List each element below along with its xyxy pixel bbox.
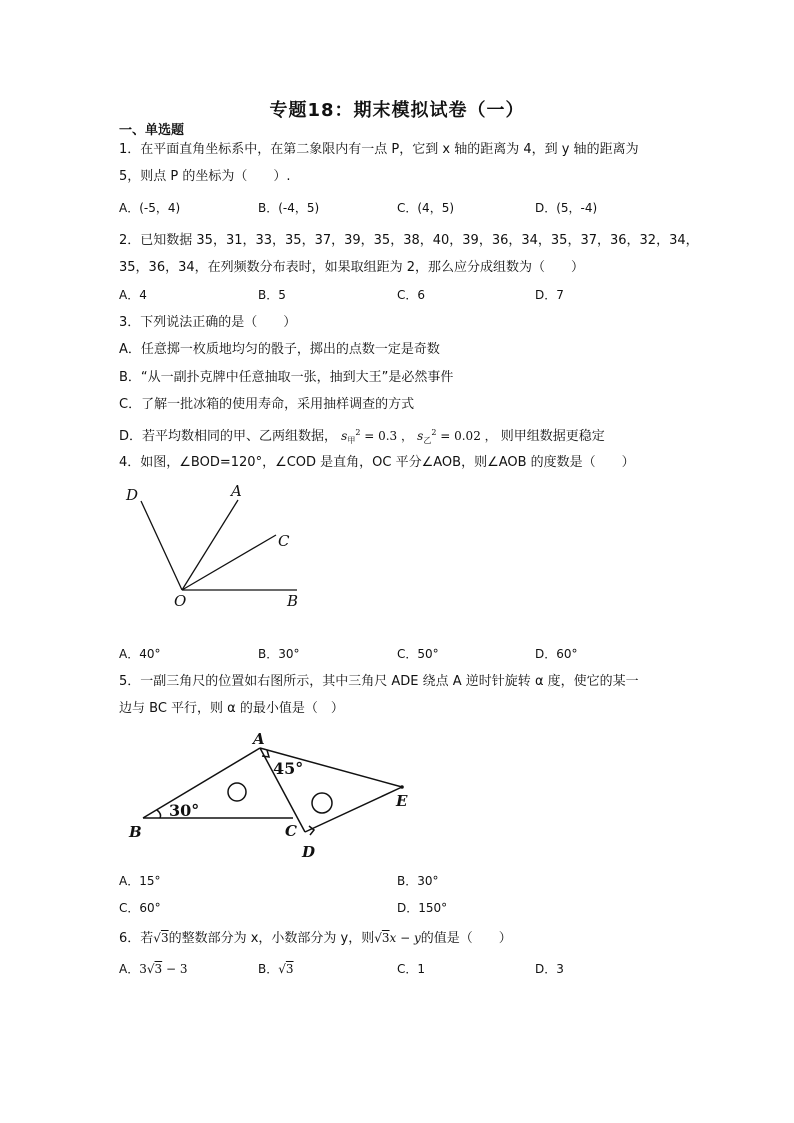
q2-option-a: A．4 — [119, 288, 147, 302]
q4-label-c: C — [278, 532, 290, 550]
q6-expression: √3x − y — [374, 931, 421, 945]
q3-option-a: A．任意掷一枚质地均匀的骰子，掷出的点数一定是奇数 — [119, 342, 440, 357]
q4-option-c: C．50° — [397, 647, 439, 661]
q3-stem: 3．下列说法正确的是（ ） — [119, 315, 297, 330]
q3-option-b: B．“从一副扑克牌中任意抽取一张，抽到大王”是必然事件 — [119, 370, 454, 385]
q5-angle-30: 30° — [169, 801, 200, 820]
q6-option-c: C．1 — [397, 962, 426, 976]
q5-label-c: C — [285, 822, 297, 840]
q3-option-c: C．了解一批冰箱的使用寿命，采用抽样调查的方式 — [119, 397, 415, 412]
q5-side-ba — [143, 748, 260, 818]
q3-variance-jia: $s_甲^2 = 0.3$ ， — [341, 428, 414, 445]
page-title: 专题18：期末模拟试卷（一） — [269, 100, 525, 121]
q1-option-a: A．(-5，4) — [119, 201, 181, 215]
q2-stem-line1: 2．已知数据 35，31，33，35，37，39，35，38，40，39，36，34，35，37，36，32，34， — [119, 233, 699, 248]
q4-option-d: D．60° — [535, 647, 578, 661]
q1-option-c: C．(4，5) — [397, 201, 455, 215]
q1-option-b: B．(-4，5) — [258, 201, 320, 215]
q5-option-b: B．30° — [397, 874, 439, 888]
q6-stem — [119, 929, 512, 948]
q3-variance-yi: $s_乙^2 = 0.02$ ， — [417, 428, 497, 445]
q1-stem-line2: 5，则点 P 的坐标为（ ）. — [119, 169, 291, 184]
q5-angle-45: 45° — [273, 759, 304, 778]
q4-option-b: B．30° — [258, 647, 300, 661]
q5-stem-line2: 边与 BC 平行，则 α 的最小值是（ ） — [119, 701, 344, 716]
q5-option-c: C．60° — [119, 901, 161, 915]
q2-stem-line2: 35，36，34，在列频数分布表时，如果取组距为 2，那么应分成组数为（ ） — [119, 260, 585, 275]
q3-option-d-prefix: D．若平均数相同的甲、乙两组数据， — [119, 429, 338, 444]
q2-option-c: C．6 — [397, 288, 426, 302]
q6-stem-suffix: 的值是（ ） — [420, 931, 512, 946]
q4-label-o: O — [174, 592, 187, 610]
q5-hole-small — [228, 783, 246, 801]
q4-label-a: A — [231, 482, 242, 500]
q6-option-d: D．3 — [535, 962, 564, 976]
q6-sqrt3: √3 — [153, 931, 169, 945]
q6-option-a: A．3√3 − 3 — [119, 962, 188, 976]
q5-arc-b — [157, 810, 161, 818]
q5-label-b: B — [129, 823, 142, 841]
q4-option-a: A．40° — [119, 647, 161, 661]
q1-option-d: D．(5，-4) — [535, 201, 598, 215]
section-heading: 一、单选题 — [119, 123, 185, 138]
q5-option-d: D．150° — [397, 901, 448, 915]
q6-stem-prefix: 6．若 — [119, 931, 154, 946]
q1-stem-line1: 1．在平面直角坐标系中，在第二象限内有一点 P，它到 x 轴的距离为 4，到 y 轴的距离为 — [119, 142, 639, 157]
q2-option-b: B．5 — [258, 288, 286, 302]
q5-hole-large — [312, 793, 332, 813]
q5-label-a: A — [253, 730, 265, 748]
q5-option-a: A．15° — [119, 874, 161, 888]
q6-option-b: B．√3 — [258, 962, 294, 976]
q2-option-d: D．7 — [535, 288, 564, 302]
q4-stem: 4．如图，∠BOD=120°，∠COD 是直角，OC 平分∠AOB，则∠AOB 的度数是（ ） — [119, 455, 635, 470]
q4-label-d: D — [126, 486, 139, 504]
q5-stem-line1: 5．一副三角尺的位置如右图所示，其中三角尺 ADE 绕点 A 逆时针旋转 α 度，使它的某一 — [119, 674, 639, 689]
q6-stem-middle: 的整数部分为 x，小数部分为 y，则 — [168, 931, 375, 946]
q5-label-d: D — [302, 843, 316, 861]
q4-label-b: B — [287, 592, 299, 610]
q5-label-e: E — [396, 792, 408, 810]
q3-option-d-suffix: 则甲组数据更稳定 — [500, 429, 605, 444]
